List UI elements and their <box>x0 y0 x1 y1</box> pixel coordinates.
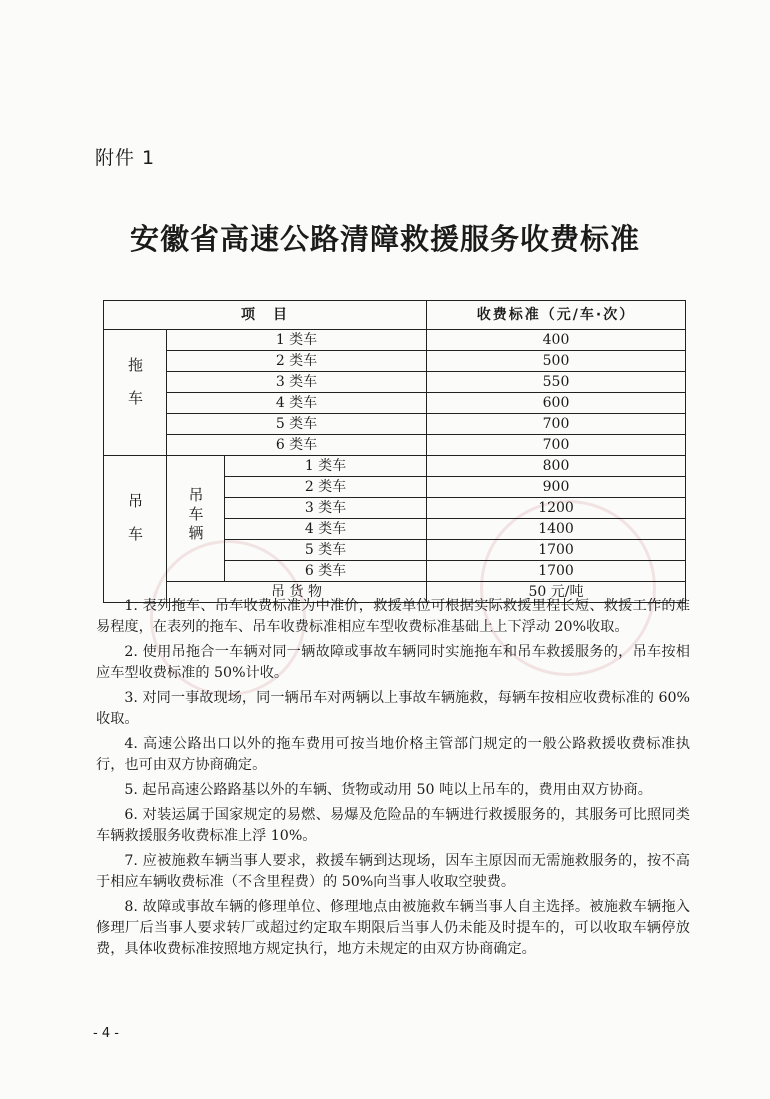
vehicle-class: 4 类车 <box>167 393 427 414</box>
vehicle-class: 6 类车 <box>225 561 427 582</box>
fee-value: 1400 <box>427 519 686 540</box>
crane-vehicle-sublabel <box>167 456 225 582</box>
table-row <box>104 456 686 477</box>
vehicle-class: 2 类车 <box>225 477 427 498</box>
table-header-row <box>104 301 686 330</box>
vehicle-class: 3 类车 <box>167 372 427 393</box>
page-title: 安徽省高速公路清障救援服务收费标准 <box>129 222 640 256</box>
table-row <box>104 372 686 393</box>
fee-value: 700 <box>427 414 686 435</box>
crane-group-label <box>104 456 167 603</box>
fee-value: 600 <box>427 393 686 414</box>
vehicle-class: 3 类车 <box>225 498 427 519</box>
note-item: 5. 起吊高速公路路基以外的车辆、货物或动用 50 吨以上吊车的，费用由双方协商。 <box>124 782 652 798</box>
notes-section <box>96 596 690 964</box>
fee-value: 550 <box>427 372 686 393</box>
table-row <box>104 435 686 456</box>
vehicle-class: 6 类车 <box>167 435 427 456</box>
table-row <box>104 351 686 372</box>
note-item: 3. 对同一事故现场，同一辆吊车对两辆以上事故车辆施救，每辆车按相应收费标准的 60%收取。 <box>96 690 690 727</box>
fee-value: 400 <box>427 330 686 351</box>
fee-value: 800 <box>427 456 686 477</box>
crane-label-text: 吊车 <box>126 493 144 559</box>
fee-value: 1200 <box>427 498 686 519</box>
fee-value: 500 <box>427 351 686 372</box>
vehicle-class: 4 类车 <box>225 519 427 540</box>
table-row <box>104 414 686 435</box>
fee-value: 1700 <box>427 540 686 561</box>
vehicle-class: 2 类车 <box>167 351 427 372</box>
tow-label-text: 拖车 <box>126 356 144 423</box>
fee-value: 1700 <box>427 561 686 582</box>
note-item: 1. 表列拖车、吊车收费标准为中准价，救援单位可根据实际救援里程长短、救援工作的难易程度，在表列的拖车、吊车收费标准相应车型收费标准基础上上下浮动 20%收取。 <box>96 598 690 635</box>
header-item: 项 目 <box>104 301 427 330</box>
vehicle-class: 5 类车 <box>167 414 427 435</box>
vehicle-class: 5 类车 <box>225 540 427 561</box>
attachment-label: 附件 1 <box>95 147 156 169</box>
cargo-label: 吊 货 物 <box>167 582 427 603</box>
fee-value: 700 <box>427 435 686 456</box>
header-fee: 收费标准（元/车·次） <box>427 301 686 330</box>
note-item: 7. 应被施救车辆当事人要求，救援车辆到达现场，因车主原因而无需施救服务的，按不高于相应车辆收费标准（不含里程费）的 50%向当事人收取空驶费。 <box>96 853 690 890</box>
note-item: 2. 使用吊拖合一车辆对同一辆故障或事故车辆同时实施拖车和吊车救援服务的，吊车按相应车型收费标准的 50%计收。 <box>96 644 690 681</box>
page-number: - 4 - <box>93 1026 119 1041</box>
note-item: 8. 故障或事故车辆的修理单位、修理地点由被施救车辆当事人自主选择。被施救车辆拖入修理厂后当事人要求转厂或超过约定取车期限后当事人仍未能及时提车的，可以收取车辆停放费，具体收费标准按照地方规定执行，地方未规定的由双方协商确定。 <box>96 899 690 957</box>
cargo-fee: 50 元/吨 <box>427 582 686 603</box>
tow-group-label <box>104 330 167 456</box>
table-row <box>104 330 686 351</box>
crane-sublabel-text: 吊车辆 <box>186 487 205 544</box>
fee-value: 900 <box>427 477 686 498</box>
table-row <box>104 393 686 414</box>
vehicle-class: 1 类车 <box>167 330 427 351</box>
note-item: 6. 对装运属于国家规定的易燃、易爆及危险品的车辆进行救援服务的，其服务可比照同类车辆救援服务收费标准上浮 10%。 <box>96 807 690 844</box>
vehicle-class: 1 类车 <box>225 456 427 477</box>
fee-table <box>103 300 686 603</box>
note-item: 4. 高速公路出口以外的拖车费用可按当地价格主管部门规定的一般公路救援收费标准执行，也可由双方协商确定。 <box>96 736 690 773</box>
